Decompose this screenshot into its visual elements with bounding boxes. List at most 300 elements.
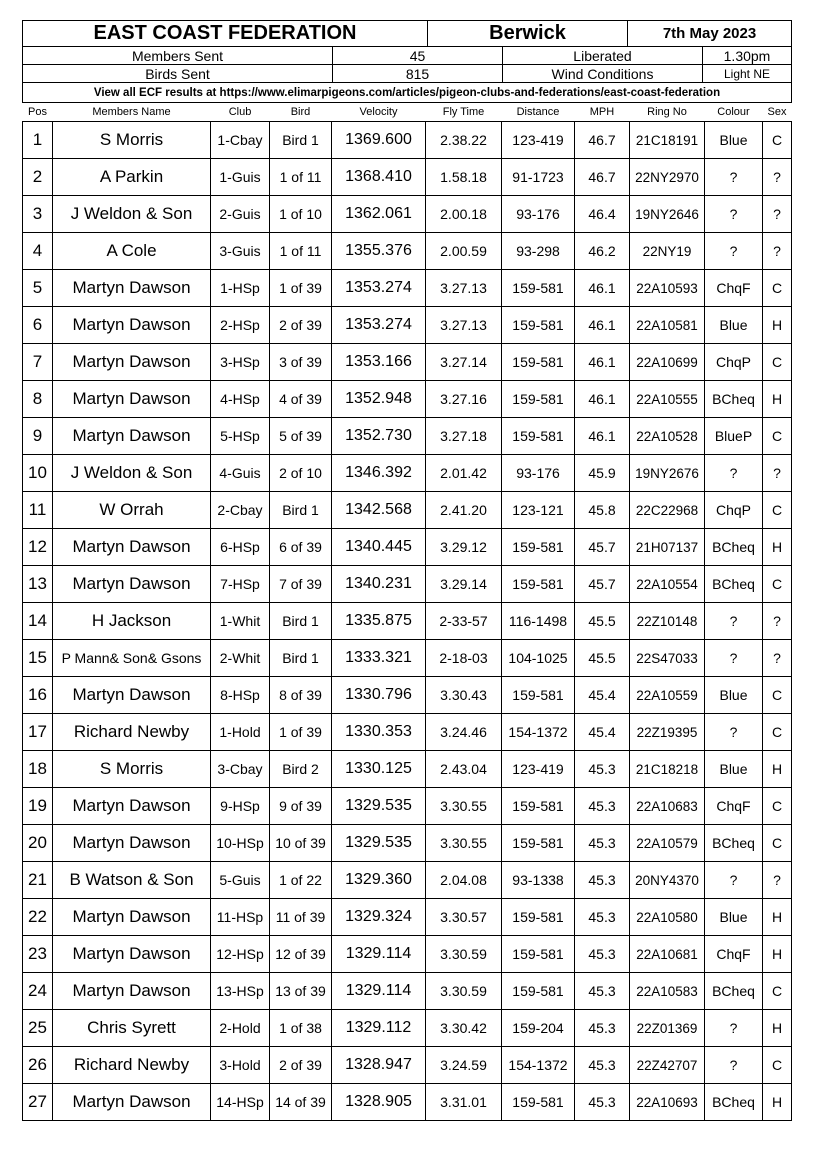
cell-distance: 93-298 xyxy=(502,233,575,270)
cell-bird: 1 of 22 xyxy=(270,862,332,899)
cell-fly-time: 3.27.13 xyxy=(426,270,502,307)
cell-fly-time: 3.27.18 xyxy=(426,418,502,455)
cell-ring-no: 22Z19395 xyxy=(630,714,705,751)
cell-bird: 1 of 11 xyxy=(270,159,332,196)
table-row xyxy=(23,936,792,973)
cell-bird: Bird 1 xyxy=(270,603,332,640)
cell-ring-no: 22A10559 xyxy=(630,677,705,714)
table-row xyxy=(23,418,792,455)
column-header-member-name: Members Name xyxy=(53,103,211,122)
cell-colour: Blue xyxy=(705,122,763,159)
cell-mph: 45.3 xyxy=(575,936,630,973)
cell-ring-no: 22A10555 xyxy=(630,381,705,418)
cell-club: 14-HSp xyxy=(211,1084,270,1121)
table-row xyxy=(23,751,792,788)
cell-sex: C xyxy=(763,1047,792,1084)
cell-member-name: Martyn Dawson xyxy=(53,381,211,418)
results-table xyxy=(22,102,792,1121)
table-row xyxy=(23,1084,792,1121)
wind-label: Wind Conditions xyxy=(503,65,703,83)
cell-colour: ? xyxy=(705,196,763,233)
cell-ring-no: 19NY2646 xyxy=(630,196,705,233)
cell-mph: 45.3 xyxy=(575,788,630,825)
cell-sex: H xyxy=(763,381,792,418)
cell-member-name: Martyn Dawson xyxy=(53,825,211,862)
cell-member-name: Richard Newby xyxy=(53,1047,211,1084)
cell-mph: 46.1 xyxy=(575,418,630,455)
cell-distance: 159-581 xyxy=(502,566,575,603)
cell-member-name: Martyn Dawson xyxy=(53,418,211,455)
cell-velocity: 1329.114 xyxy=(332,936,426,973)
cell-club: 2-Cbay xyxy=(211,492,270,529)
cell-fly-time: 3.27.13 xyxy=(426,307,502,344)
cell-mph: 46.1 xyxy=(575,344,630,381)
cell-pos: 26 xyxy=(23,1047,53,1084)
cell-bird: 11 of 39 xyxy=(270,899,332,936)
cell-club: 1-Hold xyxy=(211,714,270,751)
cell-fly-time: 2.38.22 xyxy=(426,122,502,159)
table-row xyxy=(23,973,792,1010)
title-row xyxy=(23,21,792,47)
cell-colour: ? xyxy=(705,455,763,492)
cell-velocity: 1340.231 xyxy=(332,566,426,603)
cell-pos: 22 xyxy=(23,899,53,936)
table-row xyxy=(23,603,792,640)
cell-distance: 159-581 xyxy=(502,936,575,973)
table-row xyxy=(23,233,792,270)
cell-colour: ? xyxy=(705,603,763,640)
cell-club: 2-HSp xyxy=(211,307,270,344)
cell-ring-no: 22NY2970 xyxy=(630,159,705,196)
cell-club: 2-Hold xyxy=(211,1010,270,1047)
cell-sex: H xyxy=(763,899,792,936)
cell-bird: 9 of 39 xyxy=(270,788,332,825)
cell-pos: 17 xyxy=(23,714,53,751)
cell-mph: 46.2 xyxy=(575,233,630,270)
cell-mph: 45.3 xyxy=(575,1084,630,1121)
cell-bird: Bird 1 xyxy=(270,492,332,529)
results-link-text: View all ECF results at https://www.elimarpigeons.com/articles/pigeon-clubs-and-federations/east-coast-federation xyxy=(23,83,792,103)
cell-mph: 45.3 xyxy=(575,825,630,862)
cell-velocity: 1346.392 xyxy=(332,455,426,492)
cell-bird: 1 of 38 xyxy=(270,1010,332,1047)
cell-ring-no: 22A10593 xyxy=(630,270,705,307)
cell-mph: 46.1 xyxy=(575,307,630,344)
cell-distance: 159-581 xyxy=(502,788,575,825)
cell-colour: BCheq xyxy=(705,566,763,603)
cell-sex: ? xyxy=(763,233,792,270)
birds-sent-value: 815 xyxy=(333,65,503,83)
cell-velocity: 1329.535 xyxy=(332,788,426,825)
cell-pos: 14 xyxy=(23,603,53,640)
cell-distance: 159-581 xyxy=(502,344,575,381)
cell-club: 3-HSp xyxy=(211,344,270,381)
cell-distance: 159-204 xyxy=(502,1010,575,1047)
cell-fly-time: 2-33-57 xyxy=(426,603,502,640)
cell-bird: Bird 2 xyxy=(270,751,332,788)
cell-sex: C xyxy=(763,566,792,603)
cell-pos: 7 xyxy=(23,344,53,381)
cell-member-name: Martyn Dawson xyxy=(53,677,211,714)
cell-bird: 1 of 39 xyxy=(270,714,332,751)
cell-bird: Bird 1 xyxy=(270,122,332,159)
cell-fly-time: 2.04.08 xyxy=(426,862,502,899)
cell-bird: 1 of 39 xyxy=(270,270,332,307)
results-body xyxy=(23,122,792,1121)
cell-fly-time: 3.24.59 xyxy=(426,1047,502,1084)
cell-colour: Blue xyxy=(705,677,763,714)
cell-distance: 104-1025 xyxy=(502,640,575,677)
cell-fly-time: 3.29.12 xyxy=(426,529,502,566)
cell-bird: 6 of 39 xyxy=(270,529,332,566)
members-sent-label: Members Sent xyxy=(23,47,333,65)
column-header-fly-time: Fly Time xyxy=(426,103,502,122)
cell-distance: 93-1338 xyxy=(502,862,575,899)
cell-colour: ? xyxy=(705,862,763,899)
cell-mph: 45.4 xyxy=(575,677,630,714)
cell-distance: 159-581 xyxy=(502,418,575,455)
cell-sex: ? xyxy=(763,159,792,196)
cell-club: 13-HSp xyxy=(211,973,270,1010)
cell-distance: 159-581 xyxy=(502,899,575,936)
cell-sex: C xyxy=(763,825,792,862)
cell-mph: 46.7 xyxy=(575,159,630,196)
cell-velocity: 1352.730 xyxy=(332,418,426,455)
cell-distance: 159-581 xyxy=(502,973,575,1010)
cell-mph: 45.9 xyxy=(575,455,630,492)
info-table xyxy=(22,46,792,103)
cell-distance: 159-581 xyxy=(502,307,575,344)
header-table xyxy=(22,20,792,47)
cell-club: 11-HSp xyxy=(211,899,270,936)
cell-velocity: 1329.324 xyxy=(332,899,426,936)
cell-ring-no: 22A10528 xyxy=(630,418,705,455)
cell-club: 4-HSp xyxy=(211,381,270,418)
cell-ring-no: 22S47033 xyxy=(630,640,705,677)
wind-value: Light NE xyxy=(703,65,792,83)
cell-club: 1-Whit xyxy=(211,603,270,640)
cell-ring-no: 20NY4370 xyxy=(630,862,705,899)
cell-fly-time: 3.29.14 xyxy=(426,566,502,603)
cell-member-name: A Parkin xyxy=(53,159,211,196)
cell-velocity: 1353.166 xyxy=(332,344,426,381)
cell-sex: C xyxy=(763,677,792,714)
table-row xyxy=(23,122,792,159)
cell-club: 7-HSp xyxy=(211,566,270,603)
cell-mph: 46.4 xyxy=(575,196,630,233)
cell-pos: 19 xyxy=(23,788,53,825)
cell-member-name: Martyn Dawson xyxy=(53,899,211,936)
cell-ring-no: 21H07137 xyxy=(630,529,705,566)
cell-sex: ? xyxy=(763,862,792,899)
table-row xyxy=(23,529,792,566)
cell-velocity: 1330.796 xyxy=(332,677,426,714)
cell-fly-time: 3.24.46 xyxy=(426,714,502,751)
cell-member-name: Chris Syrett xyxy=(53,1010,211,1047)
table-row xyxy=(23,825,792,862)
cell-distance: 154-1372 xyxy=(502,1047,575,1084)
cell-club: 1-HSp xyxy=(211,270,270,307)
cell-colour: ? xyxy=(705,233,763,270)
table-row xyxy=(23,455,792,492)
cell-colour: BCheq xyxy=(705,1084,763,1121)
liberated-label: Liberated xyxy=(503,47,703,65)
cell-sex: ? xyxy=(763,196,792,233)
race-point: Berwick xyxy=(428,21,628,47)
cell-sex: C xyxy=(763,973,792,1010)
cell-distance: 154-1372 xyxy=(502,714,575,751)
cell-fly-time: 3.27.16 xyxy=(426,381,502,418)
cell-member-name: Martyn Dawson xyxy=(53,566,211,603)
cell-member-name: Martyn Dawson xyxy=(53,270,211,307)
cell-colour: ? xyxy=(705,714,763,751)
cell-distance: 159-581 xyxy=(502,825,575,862)
cell-sex: ? xyxy=(763,603,792,640)
cell-member-name: S Morris xyxy=(53,751,211,788)
table-row xyxy=(23,899,792,936)
table-row xyxy=(23,381,792,418)
cell-distance: 123-121 xyxy=(502,492,575,529)
cell-ring-no: 22A10583 xyxy=(630,973,705,1010)
cell-ring-no: 22C22968 xyxy=(630,492,705,529)
cell-velocity: 1333.321 xyxy=(332,640,426,677)
cell-pos: 15 xyxy=(23,640,53,677)
cell-club: 1-Guis xyxy=(211,159,270,196)
cell-colour: BlueP xyxy=(705,418,763,455)
cell-fly-time: 1.58.18 xyxy=(426,159,502,196)
cell-pos: 9 xyxy=(23,418,53,455)
cell-club: 2-Guis xyxy=(211,196,270,233)
cell-ring-no: 22A10579 xyxy=(630,825,705,862)
cell-velocity: 1342.568 xyxy=(332,492,426,529)
cell-colour: ? xyxy=(705,640,763,677)
table-row xyxy=(23,1047,792,1084)
column-header-ring-no: Ring No xyxy=(630,103,705,122)
cell-fly-time: 3.30.57 xyxy=(426,899,502,936)
cell-velocity: 1352.948 xyxy=(332,381,426,418)
cell-bird: 12 of 39 xyxy=(270,936,332,973)
cell-bird: 2 of 10 xyxy=(270,455,332,492)
cell-mph: 45.4 xyxy=(575,714,630,751)
cell-fly-time: 3.30.55 xyxy=(426,825,502,862)
cell-pos: 16 xyxy=(23,677,53,714)
cell-mph: 45.8 xyxy=(575,492,630,529)
cell-colour: ChqP xyxy=(705,344,763,381)
cell-mph: 45.7 xyxy=(575,529,630,566)
cell-sex: H xyxy=(763,307,792,344)
cell-member-name: Martyn Dawson xyxy=(53,529,211,566)
table-row xyxy=(23,270,792,307)
cell-velocity: 1362.061 xyxy=(332,196,426,233)
cell-member-name: Martyn Dawson xyxy=(53,936,211,973)
cell-club: 8-HSp xyxy=(211,677,270,714)
cell-pos: 13 xyxy=(23,566,53,603)
cell-sex: H xyxy=(763,1010,792,1047)
birds-row xyxy=(23,65,792,83)
cell-pos: 1 xyxy=(23,122,53,159)
cell-sex: C xyxy=(763,492,792,529)
cell-pos: 27 xyxy=(23,1084,53,1121)
cell-velocity: 1330.125 xyxy=(332,751,426,788)
cell-ring-no: 22A10699 xyxy=(630,344,705,381)
cell-sex: C xyxy=(763,344,792,381)
cell-ring-no: 22Z01369 xyxy=(630,1010,705,1047)
table-row xyxy=(23,862,792,899)
liberated-value: 1.30pm xyxy=(703,47,792,65)
results-sheet xyxy=(22,20,791,1121)
cell-bird: Bird 1 xyxy=(270,640,332,677)
cell-distance: 159-581 xyxy=(502,677,575,714)
cell-bird: 10 of 39 xyxy=(270,825,332,862)
federation-title: EAST COAST FEDERATION xyxy=(23,21,428,47)
cell-mph: 45.5 xyxy=(575,640,630,677)
cell-fly-time: 2.00.18 xyxy=(426,196,502,233)
cell-sex: C xyxy=(763,714,792,751)
cell-distance: 93-176 xyxy=(502,455,575,492)
cell-sex: H xyxy=(763,1084,792,1121)
cell-member-name: W Orrah xyxy=(53,492,211,529)
cell-mph: 45.5 xyxy=(575,603,630,640)
cell-bird: 5 of 39 xyxy=(270,418,332,455)
cell-mph: 45.3 xyxy=(575,751,630,788)
cell-ring-no: 22A10580 xyxy=(630,899,705,936)
cell-club: 1-Cbay xyxy=(211,122,270,159)
cell-velocity: 1329.112 xyxy=(332,1010,426,1047)
cell-bird: 1 of 11 xyxy=(270,233,332,270)
cell-pos: 5 xyxy=(23,270,53,307)
table-row xyxy=(23,344,792,381)
cell-club: 10-HSp xyxy=(211,825,270,862)
cell-member-name: J Weldon & Son xyxy=(53,196,211,233)
table-row xyxy=(23,196,792,233)
cell-ring-no: 22A10683 xyxy=(630,788,705,825)
cell-mph: 45.3 xyxy=(575,1047,630,1084)
cell-member-name: Martyn Dawson xyxy=(53,307,211,344)
cell-member-name: B Watson & Son xyxy=(53,862,211,899)
column-header-pos: Pos xyxy=(23,103,53,122)
cell-velocity: 1330.353 xyxy=(332,714,426,751)
cell-velocity: 1328.947 xyxy=(332,1047,426,1084)
cell-colour: ? xyxy=(705,1010,763,1047)
cell-sex: C xyxy=(763,788,792,825)
cell-distance: 123-419 xyxy=(502,122,575,159)
cell-mph: 46.1 xyxy=(575,270,630,307)
members-row xyxy=(23,47,792,65)
cell-bird: 14 of 39 xyxy=(270,1084,332,1121)
cell-ring-no: 22Z42707 xyxy=(630,1047,705,1084)
race-date: 7th May 2023 xyxy=(628,21,792,47)
cell-fly-time: 3.31.01 xyxy=(426,1084,502,1121)
cell-pos: 3 xyxy=(23,196,53,233)
cell-sex: H xyxy=(763,751,792,788)
column-header-row xyxy=(23,103,792,122)
cell-mph: 45.7 xyxy=(575,566,630,603)
cell-colour: ? xyxy=(705,159,763,196)
cell-sex: C xyxy=(763,122,792,159)
column-header-velocity: Velocity xyxy=(332,103,426,122)
cell-bird: 7 of 39 xyxy=(270,566,332,603)
cell-colour: BCheq xyxy=(705,825,763,862)
cell-bird: 3 of 39 xyxy=(270,344,332,381)
cell-sex: C xyxy=(763,270,792,307)
table-row xyxy=(23,788,792,825)
cell-club: 5-HSp xyxy=(211,418,270,455)
cell-velocity: 1355.376 xyxy=(332,233,426,270)
cell-sex: ? xyxy=(763,640,792,677)
cell-colour: Blue xyxy=(705,307,763,344)
cell-distance: 159-581 xyxy=(502,1084,575,1121)
link-row xyxy=(23,83,792,103)
cell-colour: ChqF xyxy=(705,270,763,307)
cell-club: 3-Guis xyxy=(211,233,270,270)
cell-pos: 10 xyxy=(23,455,53,492)
cell-colour: Blue xyxy=(705,751,763,788)
cell-pos: 24 xyxy=(23,973,53,1010)
cell-bird: 13 of 39 xyxy=(270,973,332,1010)
cell-pos: 8 xyxy=(23,381,53,418)
cell-club: 2-Whit xyxy=(211,640,270,677)
cell-distance: 159-581 xyxy=(502,381,575,418)
cell-ring-no: 22A10693 xyxy=(630,1084,705,1121)
column-header-colour: Colour xyxy=(705,103,763,122)
cell-bird: 8 of 39 xyxy=(270,677,332,714)
cell-ring-no: 21C18218 xyxy=(630,751,705,788)
cell-fly-time: 2.01.42 xyxy=(426,455,502,492)
cell-mph: 45.3 xyxy=(575,1010,630,1047)
cell-mph: 45.3 xyxy=(575,973,630,1010)
cell-member-name: Martyn Dawson xyxy=(53,344,211,381)
cell-fly-time: 3.30.55 xyxy=(426,788,502,825)
table-row xyxy=(23,566,792,603)
cell-velocity: 1329.360 xyxy=(332,862,426,899)
cell-ring-no: 22A10681 xyxy=(630,936,705,973)
cell-colour: BCheq xyxy=(705,381,763,418)
column-header-distance: Distance xyxy=(502,103,575,122)
cell-distance: 159-581 xyxy=(502,529,575,566)
cell-distance: 93-176 xyxy=(502,196,575,233)
cell-member-name: A Cole xyxy=(53,233,211,270)
cell-club: 9-HSp xyxy=(211,788,270,825)
table-row xyxy=(23,492,792,529)
column-header-club: Club xyxy=(211,103,270,122)
cell-velocity: 1335.875 xyxy=(332,603,426,640)
cell-pos: 4 xyxy=(23,233,53,270)
cell-colour: BCheq xyxy=(705,529,763,566)
cell-member-name: S Morris xyxy=(53,122,211,159)
cell-club: 5-Guis xyxy=(211,862,270,899)
cell-fly-time: 3.30.43 xyxy=(426,677,502,714)
cell-colour: ChqF xyxy=(705,788,763,825)
table-row xyxy=(23,640,792,677)
cell-pos: 25 xyxy=(23,1010,53,1047)
cell-bird: 4 of 39 xyxy=(270,381,332,418)
cell-distance: 91-1723 xyxy=(502,159,575,196)
cell-fly-time: 2-18-03 xyxy=(426,640,502,677)
cell-ring-no: 22A10554 xyxy=(630,566,705,603)
column-header-bird: Bird xyxy=(270,103,332,122)
column-header-mph: MPH xyxy=(575,103,630,122)
cell-fly-time: 2.43.04 xyxy=(426,751,502,788)
cell-club: 4-Guis xyxy=(211,455,270,492)
cell-colour: ChqP xyxy=(705,492,763,529)
cell-colour: ChqF xyxy=(705,936,763,973)
cell-velocity: 1340.445 xyxy=(332,529,426,566)
cell-sex: C xyxy=(763,418,792,455)
cell-ring-no: 19NY2676 xyxy=(630,455,705,492)
members-sent-value: 45 xyxy=(333,47,503,65)
cell-sex: H xyxy=(763,529,792,566)
cell-velocity: 1368.410 xyxy=(332,159,426,196)
